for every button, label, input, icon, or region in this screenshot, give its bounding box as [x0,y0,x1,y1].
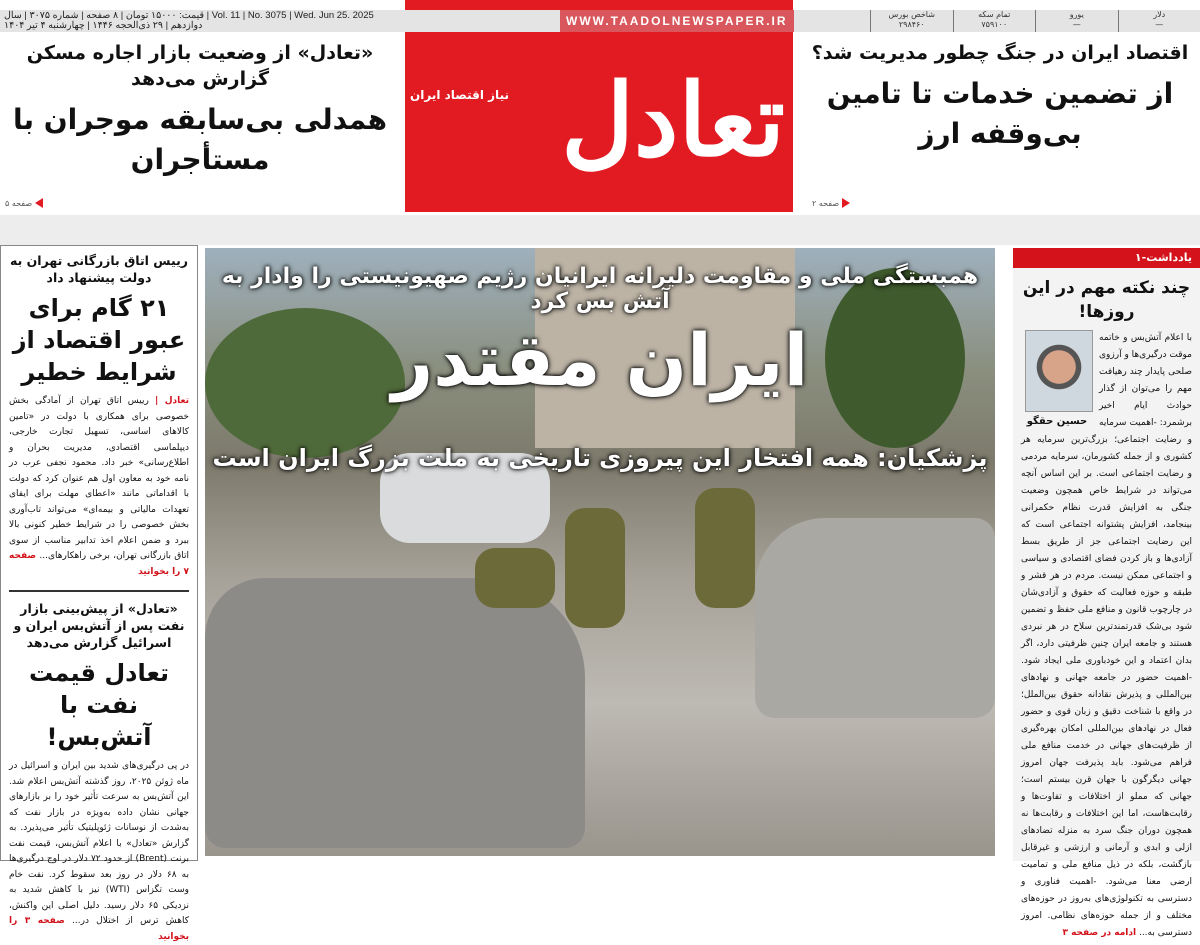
column-headline: چند نکته مهم در این روزها! [1013,276,1200,324]
teaser-headline: همدلی بی‌سابقه موجران با مستأجران [10,100,390,180]
divider [0,215,1200,245]
story-kicker: «تعادل» از پیش‌بینی بازار نفت پس از آتش‌بس ایران و اسرائیل گزارش می‌دهد [9,600,189,651]
ticker-stock-index: شاخص بورس ۲۹۸۴۶۰ [870,10,953,32]
main-supertitle: همبستگی ملی و مقاومت دلیرانه ایرانیان رژیم صهیونیستی را وادار به آتش بس کرد [205,264,995,314]
photo-car [205,578,585,848]
continue-link[interactable]: ادامه در صفحه ۳ [1062,928,1136,938]
read-more-link[interactable]: صفحه ۷ را بخوانید [9,551,189,577]
photo-rescuer [565,508,625,628]
story-body: تعادل | رییس اتاق تهران از آمادگی بخش خصوصی برای همکاری با دولت در «تامین کالاهای اساسی، تسهیل تجارت خارجی، دیپلماسی اقتصادی، مدیریت بحران و اطلاع‌رسانی» خبر داد. محمود نجفی عرب در نامه خود به معاون اول هم عنوان کرد که دولت با اقداماتی مانند «اعطای مهلت برای ایفای تعهدات مالیاتی و بیمه‌ای» می‌تواند تاب‌آوری بخش خصوصی را در شرایط خطیر کنونی بالا ببرد و ضمن اعلام اخذ تدابیر مناسب از سوی اتاق بازرگانی تهران، برخی راهکارهای... صفحه ۷ را بخوانید [9,394,189,580]
teaser-kicker: اقتصاد ایران در جنگ چطور مدیریت شد؟ [810,40,1190,66]
page-ref[interactable]: صفحه ۵ [5,198,43,208]
main-photo[interactable] [205,248,995,856]
main-subtitle: پزشکیان: همه افتخار این پیروزی تاریخی به ملت بزرگ ایران است [205,444,995,472]
author-photo [1025,330,1093,412]
main-headline: ایران مقتدر [205,310,995,410]
market-tickers [870,10,1200,32]
photo-rescuer [695,488,755,608]
page-ref[interactable]: صفحه ۲ [812,198,850,208]
story-headline: ۲۱ گام برای عبور اقتصاد از شرایط خطیر [9,292,189,388]
left-column [0,245,198,861]
issue-bar [0,10,1200,32]
logo-tagline: نیاز اقتصاد ایران [410,88,509,102]
author-name: حسین حقگو [1021,416,1093,427]
teaser-kicker: «تعادل» از وضعیت بازار اجاره مسکن گزارش می‌دهد [10,40,390,92]
story-headline: تعادل قیمت نفت با آتش‌بس! [9,657,189,753]
column-label: یادداشت-۱ [1013,248,1200,268]
arrow-right-icon [842,198,850,208]
top-right-teaser[interactable] [810,40,1190,210]
story-economy-steps[interactable] [9,252,189,580]
ticker-coin: تمام سکه ۷۵۹۱۰۰ [953,10,1036,32]
author-box [1021,330,1093,427]
top-left-teaser[interactable] [10,40,390,210]
photo-rescuer [475,548,555,608]
story-oil-price[interactable] [9,600,189,945]
column-body: با اعلام آتش‌بس و خاتمه موقت درگیری‌ها و آرزوی صلحی پایدار چند رهیافت مهم را می‌توان از گذار حوادث ایام اخیر برشمرد: -اهمیت سرمایه و رضایت اجتماعی؛ بزرگ‌ترین سرمایه هر کشوری و از جمله کشورمان، سرمایه مردمی و رضایت اجتماعی است. بر این اساس آنچه می‌تواند در شرایط خاص همچون وضعیت جنگی به افزایش قدرت نظام حکمرانی بینجامد، افزایش پشتوانه اجتماعی است که این رضایت اجتماعی جز از طریق بسط آزادی‌ها و باز کردن فضای اقتصادی و سیاسی و اجتماعی ممکن نیست. مردم در هر قشر و طبقه و حوزه فعالیت که حقوق و آزادی‌شان در چارچوب قانون و منافع ملی حفظ و تضمین شود بی‌شک قدرتمندترین سلاح در هر نبردی هستند و جامعه ایران چنین ظرفیتی دارد، اگر بدان اعتماد و این خودباوری ملی ایجاد شود. -اهمیت حضور در جامعه جهانی و نهادهای بین‌المللی و پذیرش نقادانه حقوق بین‌الملل؛ در واقع با شناخت دقیق و زبان قوی و حضور فعال در نهادهای بین‌المللی امکان بهره‌گیری از ظرفیت‌های جهانی در خدمت منافع ملی فراهم می‌شود. باید پذیرفت جهان امروز جهانی دیگرگون با جهان قرن بیستم است؛ جهانی که مملو از اختلافات و تفاوت‌ها و رقابت‌هاست، اما این اختلافات و رقابت‌ها نه همچون دوران جنگ سرد به منزله تضادهای ازلی و ابدی و آرمانی و ارزشی و غیرقابل بازگشت، بلکه در ذیل منافع ملی و تمامیت ارضی معنا می‌شود. -اهمیت فناوری و دسترسی به تکنولوژی‌های به‌روز در حوزه‌های مختلف و از جمله حوزه‌های نظامی. امروز دسترسی به... ادامه در صفحه ۳ [1013,330,1200,942]
separator [9,590,189,592]
issue-line: Vol. 11 | No. 3075 | Wed. Jun 25. 2025 | قیمت: ۱۵۰۰۰ تومان | ۸ صفحه | شماره ۳۰۷۵ | سال دوازدهم | ۲۹ ذی‌الحجه ۱۴۴۶ | چهارشنبه ۴ تیر ۱۴۰۴ [4,11,402,31]
opinion-column[interactable] [1013,248,1200,861]
website-url[interactable]: WWW.TAADOLNEWSPAPER.IR [560,10,794,32]
arrow-left-icon [35,198,43,208]
ticker-dollar: دلار — [1118,10,1200,32]
photo-car [755,518,995,718]
read-more-link[interactable]: صفحه ۳ را بخوانید [9,916,189,942]
teaser-headline: از تضمین خدمات تا تامین بی‌وقفه ارز [810,74,1190,154]
logo-text: تعادل [561,45,785,195]
story-body: در پی درگیری‌های شدید بین ایران و اسرائیل در ماه ژوئن ۲۰۲۵، روز گذشته آتش‌بس اعلام شد. این آتش‌بس به سرعت تأثیر خود را بر بازارهای جهانی نشان داده به‌ویژه در بازار نفت که به‌شدت از نوسانات ژئوپلیتیک تأثیر می‌پذیرد. به گزارش «تعادل» با اعلام آتش‌بس، قیمت نفت برنت (Brent) از حدود ۷۲ دلار در اوج درگیری‌ها به ۶۸ دلار در روز بعد سقوط کرد. نفت خام وست تگزاس (WTI) نیز با کاهش شدید به نزدیکی ۶۵ دلار رسید. دلیل اصلی این واکنش، کاهش ترس از اختلال در... صفحه ۳ را بخوانید [9,759,189,945]
story-kicker: رییس اتاق بازرگانی تهران به دولت پیشنهاد داد [9,252,189,286]
ticker-euro: یورو — [1035,10,1118,32]
